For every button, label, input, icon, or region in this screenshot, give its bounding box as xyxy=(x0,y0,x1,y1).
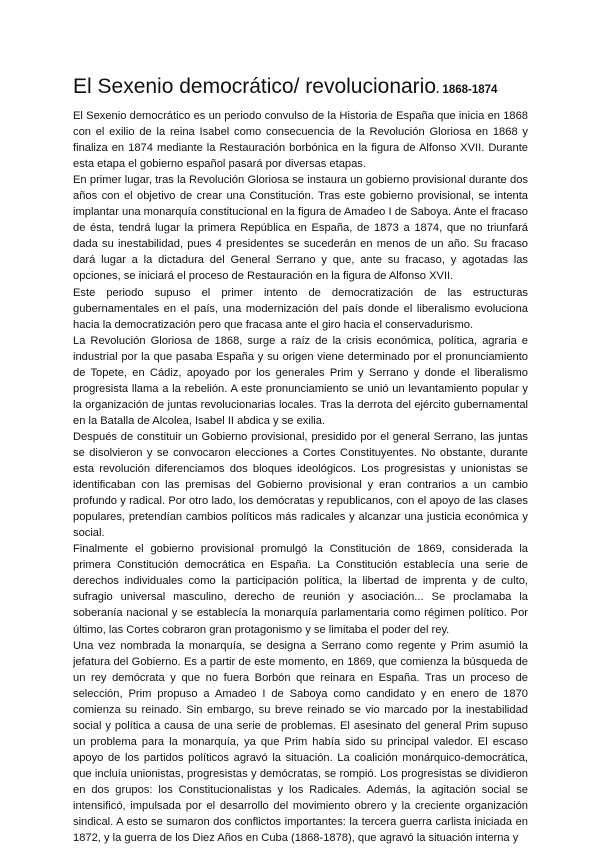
title-text: El Sexenio democrático/ revolucionario xyxy=(73,75,437,98)
document-page xyxy=(73,70,528,846)
paragraph-phases: En primer lugar, tras la Revolución Gloriosa se instaura un gobierno provisional durante dos años con el objetivo de crear una Constitución. Tras este gobierno provisional, se intenta implantar una monarquía constitucional en la figura de Amadeo I de Saboya. Ante el fracaso de ésta, tendrá lugar la primera República en España, de 1873 a 1874, que no triunfará dada su inestabilidad, pues 4 presidentes se sucederán en menos de un año. Su fracaso dará lugar a la dictadura del General Serrano y que, ante su fracaso, y agotadas las opciones, se iniciará el proceso de Restauración en la figura de Alfonso XVII. xyxy=(73,174,528,283)
paragraph-constitution-1869: Finalmente el gobierno provisional promulgó la Constitución de 1869, considerada la primera Constitución democrática en España. La Constitución establecía una serie de derechos individuales como la participación política, la libertad de imprenta y de culto, sufragio universal masculino, derecho de reunión y asociación... Se proclamaba la soberanía nacional y se establecía la monarquía parlamentaria como régimen político. Por último, las Cortes cobraron gran protagonismo y se limitaba el poder del rey. xyxy=(73,543,528,636)
title-years: . 1868-1874 xyxy=(436,84,498,96)
paragraph-provisional-government: Después de constituir un Gobierno provisional, presidido por el general Serrano, las juntas se disolvieron y se convocaron elecciones a Cortes Constituyentes. No obstante, durante esta revolución diferenciamos dos bloques ideológicos. Los progresistas y unionistas se identificaban con las premisas del Gobierno provisional y eran contrarios a un cambio profundo y radical. Por otro lado, los demócratas y republicanos, con el apoyo de las clases populares, pretendían cambios políticos más radicales y alcanzar una justicia económica y social. xyxy=(73,430,528,540)
paragraph-amadeo-reign: Una vez nombrada la monarquía, se designa a Serrano como regente y Prim asumió la jefatura del Gobierno. Es a partir de este momento, en 1869, que comienza la búsqueda de un rey demócrata y que no fuera Borbón que reinara en España. Tras un proceso de selección, Prim propuso a Amadeo I de Saboya como candidato y en enero de 1870 comienza su reinado. Sin embargo, su breve reinado se vio marcado por la inestabilidad social y política a causa de una serie de problemas. El asesinato del general Prim supuso un problema para la monarquía, ya que Prim había sido su principal valedor. El escaso apoyo de los partidos políticos agravó la situación. La coalición monárquico-democrática, que incluía unionistas, progresistas y demócratas, se rompió. Los progresistas se dividieron en dos grupos: los Constitucionalistas y los Radicales. Además, la agitación social se intensificó, impulsada por el desarrollo del movimiento obrero y la creciente organización sindical. A esto se sumaron dos conflictos importantes: la tercera guerra carlista iniciada en 1872, y la guerra de los Diez Años en Cuba (1868-1878), que agravó la situación interna y xyxy=(73,639,528,845)
page-title xyxy=(73,70,528,102)
paragraph-glorious-revolution: La Revolución Gloriosa de 1868, surge a raíz de la crisis económica, política, agraria e industrial por la que pasaba España y su origen viene determinado por el pronunciamiento de Topete, en Cádiz, apoyado por los generales Prim y Serrano y donde el liberalismo progresista llama a la rebelión. A este pronunciamiento se unió un levantamiento popular y la organización de juntas revolucionarias locales. Tras la derrota del ejército gubernamental en la Batalla de Alcolea, Isabel II abdica y se exilia. xyxy=(73,334,528,427)
paragraph-significance: Este periodo supuso el primer intento de democratización de las estructuras gubernamentales en el país, una modernización del país donde el liberalismo evoluciona hacia la democratización pero que fracasa ante el giro hacia el conservadurismo. xyxy=(73,286,528,331)
paragraph-intro: El Sexenio democrático es un periodo convulso de la Historia de España que inicia en 1868 con el exilio de la reina Isabel como consecuencia de la Revolución Gloriosa en 1868 y finaliza en 1874 mediante la Restauración borbónica en la figura de Alfonso XVII. Durante esta etapa el gobierno español pasará por diversas etapas. xyxy=(73,110,528,171)
